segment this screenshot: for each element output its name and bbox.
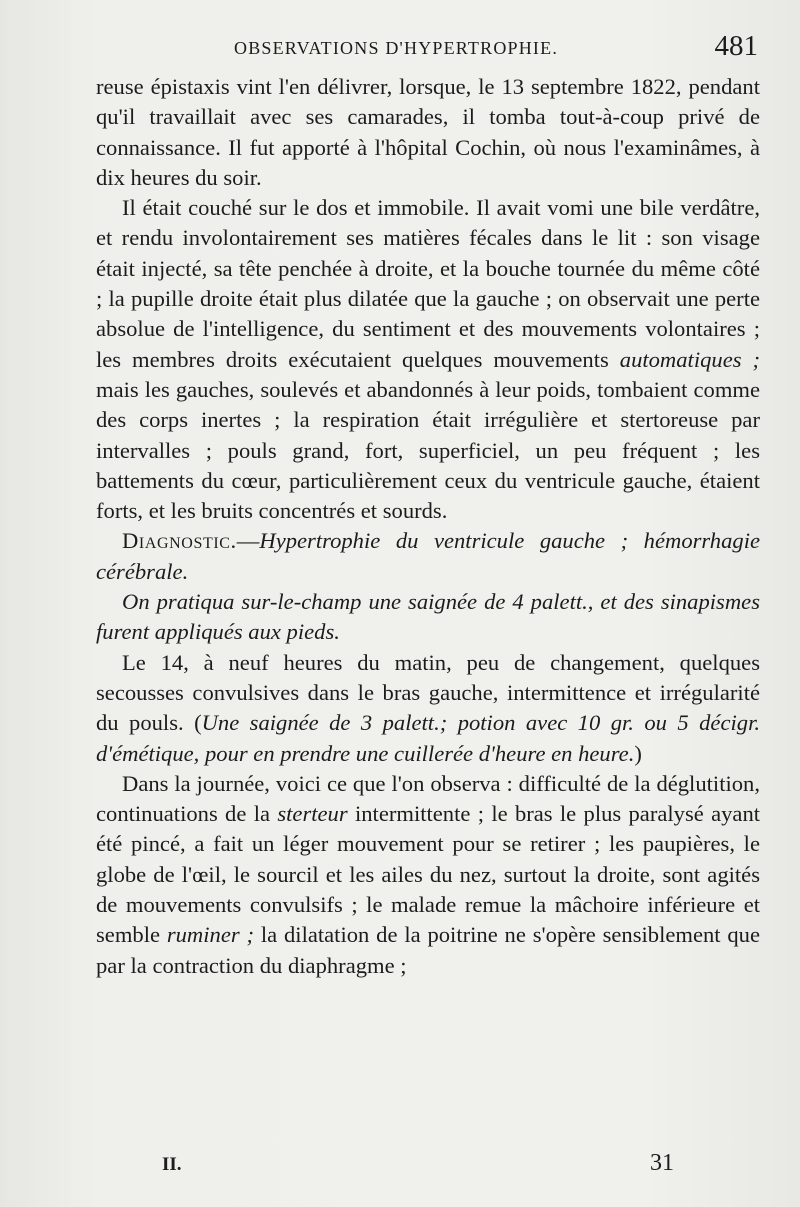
paragraph-text: reuse épistaxis vint l'en délivrer, lorsque, le 13 septembre 1822, pendant qu'il travaillait avec ses camarades, il tomba tout-à-coup privé de connaissance. Il fut apporté à l'hôpital Cochin, où nous l'examinâmes, à dix heures du soir. [96, 74, 760, 190]
paragraph-text: Il était couché sur le dos et immobile. Il avait vomi une bile verdâtre, et rendu involontairement ses matières fécales dans le lit : son visage était injecté, sa tête penchée à droite, et la bouche tournée du même côté ; la pupille droite était plus dilatée que la gauche ; on observait une perte absolue de l'intelligence, du sentiment et des mouvements volontaires ; les membres droits exécutaient quelques mouvements [96, 195, 760, 372]
italic-term: sterteur [277, 801, 348, 827]
paragraph-text: Le 14, à neuf heures du matin, peu de changement, quelques secousses convulsives dans le bras gauche, intermittence et irrégularité du pouls. ( [96, 649, 760, 736]
paragraph-continuation [96, 72, 760, 193]
paragraph-text: mais les gauches, soulevés et abandonnés à leur poids, tombaient comme des corps inertes ; la respiration était irrégulière et stertoreuse par intervalles ; pouls grand, fort, superficiel, un peu fréquent ; les battements du cœur, particulièrement ceux du ventricule gauche, étaient forts, et les bruits concentrés et sourds. [96, 376, 760, 524]
paragraph-text: la dilatation de la poitrine ne s'opère sensiblement que par la contraction du diaphragme ; [96, 922, 761, 978]
sheet-number: 31 [650, 1150, 674, 1176]
italic-term: ruminer ; [166, 922, 255, 948]
italic-term: automatiques ; [619, 346, 760, 372]
page-footer [96, 1146, 760, 1186]
diagnostic-label: Diagnostic. [122, 528, 237, 554]
paragraph-diagnostic [96, 526, 760, 587]
body-text [96, 72, 760, 981]
paragraph-treatment [96, 587, 760, 648]
diagnostic-text: Hypertrophie du ventricule gauche ; hémorrhagie cérébrale. [96, 528, 760, 584]
closing-paren: ) [634, 740, 642, 766]
paragraph-text: intermittente ; le bras le plus paralysé ayant été pincé, a fait un léger mouvement pour se retirer ; les paupières, le globe de l'œil, le sourcil et les ailes du nez, surtout la droite, sont agités de mouvements convulsifs ; le malade remue la mâchoire inférieure et semble [96, 801, 761, 948]
paragraph-day-14 [96, 648, 760, 769]
paragraph-day-observation [96, 769, 760, 981]
paragraph-examination [96, 193, 760, 526]
treatment-text: On pratiqua sur-le-champ une saignée de 4 palett., et des sinapismes furent appliqués aux pieds. [96, 589, 760, 645]
prescription-text: Une saignée de 3 palett.; potion avec 10 gr. ou 5 décigr. d'émétique, pour en prendre une cuillerée d'heure en heure. [96, 710, 760, 766]
paragraph-text: Dans la journée, voici ce que l'on observa : difficulté de la déglutition, continuations de la [96, 770, 760, 827]
page-number: 481 [714, 30, 758, 62]
running-title: OBSERVATIONS D'HYPERTROPHIE. [234, 38, 559, 58]
em-dash: — [236, 528, 260, 554]
signature-mark: II. [162, 1154, 182, 1175]
page-header [96, 30, 760, 66]
